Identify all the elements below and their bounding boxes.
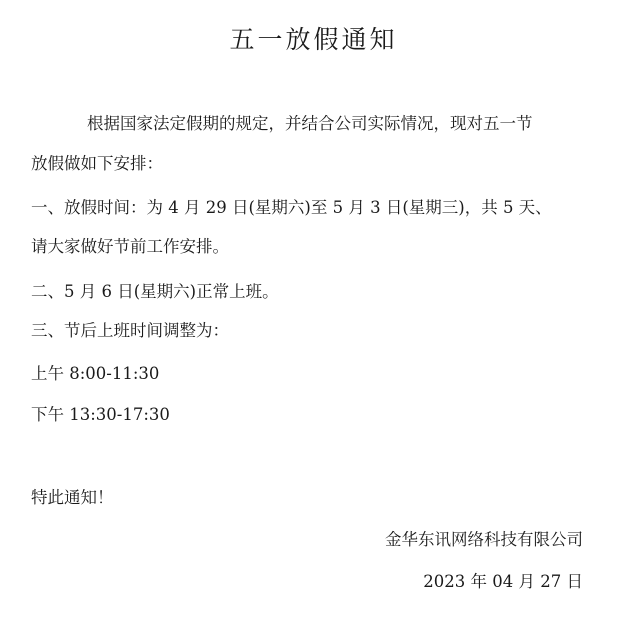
item-2: 二、5 月 6 日(星期六)正常上班。 <box>31 282 279 301</box>
item-1-line-2: 请大家做好节前工作安排。 <box>31 237 229 256</box>
notice-date: 2023 年 04 月 27 日 <box>423 572 583 591</box>
closing-text: 特此通知！ <box>31 488 114 507</box>
notice-title: 五一放假通知 <box>229 25 398 54</box>
item-1-line-1: 一、放假时间：为 4 月 29 日(星期六)至 5 月 3 日(星期三)，共 5 天、 <box>31 198 552 217</box>
morning-hours: 上午 8:00-11:30 <box>31 364 160 383</box>
intro-line-2: 放假做如下安排： <box>31 154 163 173</box>
item-3: 三、节后上班时间调整为： <box>31 321 229 340</box>
company-signature: 金华东讯网络科技有限公司 <box>385 530 583 549</box>
intro-line-1: 根据国家法定假期的规定，并结合公司实际情况，现对五一节 <box>87 114 533 133</box>
afternoon-hours: 下午 13:30-17:30 <box>31 405 170 424</box>
